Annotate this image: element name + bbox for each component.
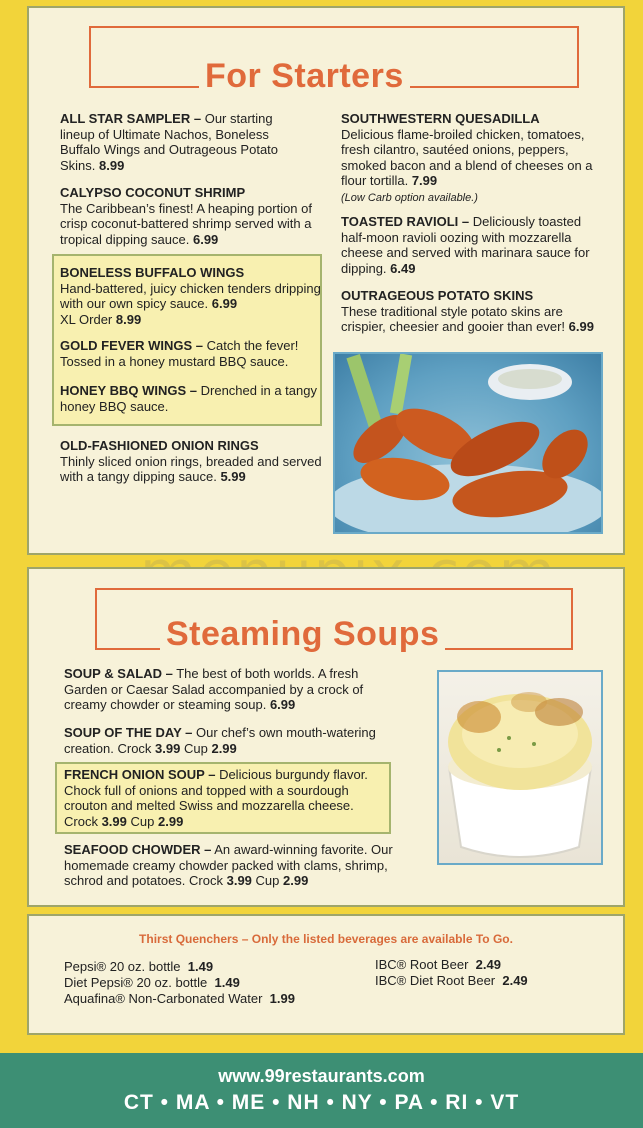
- menu-item: HONEY BBQ WINGS – Drenched in a tangy honey BBQ sauce.: [60, 383, 317, 414]
- drink-item: Pepsi® 20 oz. bottle 1.49: [64, 959, 214, 974]
- menu-item: SEAFOOD CHOWDER – An award-winning favorite. Our homemade creamy chowder packed with clams, shrimp, schrod and potatoes. Crock 3.99 Cup 2.99: [64, 842, 393, 888]
- menu-item: CALYPSO COCONUT SHRIMP The Caribbean’s finest! A heaping portion of crisp coconut-battered shrimp served with a tropical dipping sauce. 6.99: [60, 185, 312, 247]
- menu-item: GOLD FEVER WINGS – Catch the fever! Tossed in a honey mustard BBQ sauce.: [60, 338, 299, 369]
- drink-item: Aquafina® Non-Carbonated Water 1.99: [64, 991, 295, 1006]
- drink-item: IBC® Diet Root Beer 2.49: [375, 973, 528, 988]
- starters-title: For Starters: [199, 56, 410, 96]
- menu-item: SOUP OF THE DAY – Our chef’s own mouth-watering creation. Crock 3.99 Cup 2.99: [64, 725, 376, 756]
- menu-item: SOUP & SALAD – The best of both worlds. A fresh Garden or Caesar Salad accompanied by a crock of creamy chowder or steaming soup. 6.99: [64, 666, 364, 712]
- menu-item: TOASTED RAVIOLI – Deliciously toasted half-moon ravioli oozing with mozzarella cheese and served with marinara sauce for dipping. 6.49: [341, 214, 590, 276]
- drinks-panel: [27, 914, 625, 1035]
- drinks-heading: Thirst Quenchers – Only the listed beverages are available To Go.: [139, 932, 513, 946]
- menu-item: OLD-FASHIONED ONION RINGS Thinly sliced onion rings, breaded and served with a tangy dipping sauce. 5.99: [60, 438, 322, 484]
- drink-item: Diet Pepsi® 20 oz. bottle 1.49: [64, 975, 240, 990]
- soups-title: Steaming Soups: [160, 614, 445, 654]
- state-list: CT • MA • ME • NH • NY • PA • RI • VT: [123, 1091, 520, 1114]
- menu-item: OUTRAGEOUS POTATO SKINS These traditional style potato skins are crispier, cheesier and gooier than ever! 6.99: [341, 288, 594, 334]
- menu-item: ALL STAR SAMPLER – Our starting lineup of Ultimate Nachos, Boneless Buffalo Wings and Outrageous Potato Skins. 8.99: [60, 111, 279, 173]
- website-link[interactable]: www.99restaurants.com: [218, 1066, 425, 1086]
- soup-illustration: [439, 672, 601, 863]
- wings-illustration: [335, 354, 601, 532]
- footer: [0, 1053, 643, 1128]
- menu-item: FRENCH ONION SOUP – Delicious burgundy flavor. Chock full of onions and topped with a sourdough crouton and melted Swiss and mozzarella cheese. Crock 3.99 Cup 2.99: [64, 767, 368, 829]
- menu-item: SOUTHWESTERN QUESADILLA Delicious flame-broiled chicken, tomatoes, fresh cilantro, sautéed onions, peppers, smoked bacon and a blend of cheeses on a flour tortilla. 7.99 (Low Carb option available.): [341, 111, 593, 204]
- soup-photo: [437, 670, 603, 865]
- drink-item: IBC® Root Beer 2.49: [375, 957, 501, 972]
- menu-item: BONELESS BUFFALO WINGS Hand-battered, juicy chicken tenders dripping with our own spicy sauce. 6.99 XL Order 8.99: [60, 265, 321, 327]
- wings-photo: [333, 352, 603, 534]
